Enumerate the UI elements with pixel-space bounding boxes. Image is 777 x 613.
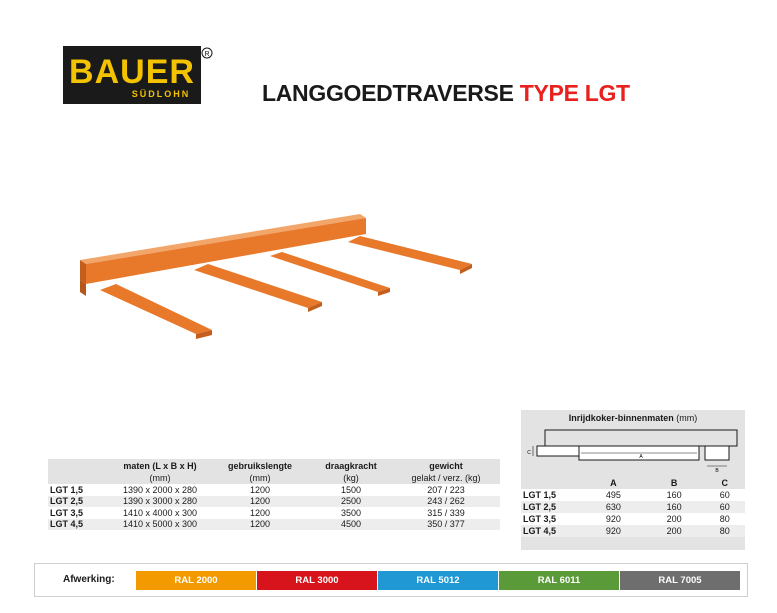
unit-gebruikslengte: (mm): [210, 472, 310, 484]
cell-gewicht: 243 / 262: [392, 496, 500, 508]
row-model: LGT 1,5: [50, 484, 84, 495]
row-model: LGT 4,5: [521, 525, 583, 537]
spec-unit-row: [48, 472, 500, 484]
product-image: [60, 200, 500, 350]
finish-ral-3000[interactable]: [257, 571, 377, 590]
finish-label: Afwerking:: [63, 574, 115, 585]
finish-ral-7005-label: RAL 7005: [658, 575, 702, 586]
cell-lengte: 1200: [249, 484, 271, 495]
cell-b: 200: [644, 513, 705, 525]
cell-lengte: 1200: [249, 507, 271, 518]
svg-text:R: R: [204, 51, 210, 58]
cell-lengte: 1200: [210, 519, 310, 531]
cell-maten: 1410 x 4000 x 300: [122, 507, 198, 518]
caption-title: Inrijdkoker-binnenmaten: [568, 413, 674, 423]
row-model: LGT 1,5: [521, 489, 583, 501]
unit-draagkracht: (kg): [310, 472, 392, 484]
cross-section-diagram: [521, 424, 745, 476]
title-type: TYPE LGT: [519, 80, 630, 106]
title-main: LANGGOEDTRAVERSE: [262, 80, 514, 106]
row-model: LGT 3,5: [521, 513, 583, 525]
unit-maten: (mm): [110, 472, 210, 484]
cell-maten: 1390 x 3000 x 280: [110, 496, 210, 508]
table-row: [48, 496, 500, 508]
finish-ral-3000-label: RAL 3000: [295, 575, 339, 586]
header-gebruikslengte: gebruikslengte: [210, 459, 310, 472]
header-maten: maten (L x B x H): [110, 459, 210, 472]
finish-ral-5012-label: RAL 5012: [416, 575, 460, 586]
header-draagkracht: draagkracht: [310, 459, 392, 472]
spec-table: [48, 459, 500, 530]
cell-c: 80: [705, 525, 746, 537]
cell-b: 200: [644, 525, 705, 537]
table-row: [521, 489, 745, 501]
cell-b: 160: [644, 501, 705, 513]
finish-ral-2000-label: RAL 2000: [174, 575, 218, 586]
cell-gewicht: 315 / 339: [427, 507, 465, 518]
cell-gewicht: 207 / 223: [427, 484, 465, 495]
svg-text:SÜDLOHN: SÜDLOHN: [131, 89, 191, 99]
cell-c: 60: [705, 489, 746, 501]
header-a: A: [583, 477, 644, 489]
page-title: [262, 80, 630, 107]
finish-ral-5012[interactable]: [378, 571, 498, 590]
dim-label-b: B: [715, 468, 719, 474]
cell-maten: 1390 x 2000 x 280: [122, 484, 198, 495]
dim-label-a: A: [639, 454, 643, 460]
cell-c: 80: [705, 513, 746, 525]
cell-a: 920: [583, 513, 644, 525]
finish-ral-2000[interactable]: [136, 571, 256, 590]
table-row: [48, 484, 500, 496]
bauer-logo: [63, 46, 213, 104]
svg-text:BAUER: BAUER: [69, 53, 195, 91]
header-gewicht: gewicht: [392, 459, 500, 472]
inrijdkoker-table: [521, 477, 745, 537]
cell-c: 60: [705, 501, 746, 513]
cell-a: 920: [583, 525, 644, 537]
cell-maten: 1410 x 5000 x 300: [110, 519, 210, 531]
finish-ral-6011[interactable]: [499, 571, 619, 590]
table-row: [521, 501, 745, 513]
header-c: C: [705, 477, 746, 489]
cell-a: 495: [583, 489, 644, 501]
inrijdkoker-caption: [521, 413, 745, 423]
caption-unit: (mm): [676, 413, 698, 423]
cell-b: 160: [644, 489, 705, 501]
cell-a: 630: [583, 501, 644, 513]
cell-kracht: 1500: [340, 484, 362, 495]
table-row: [48, 507, 500, 519]
cell-kracht: 3500: [340, 507, 362, 518]
cell-kracht: 4500: [310, 519, 392, 531]
row-model: LGT 4,5: [48, 519, 110, 531]
row-model: LGT 2,5: [521, 501, 583, 513]
table-row: [48, 519, 500, 531]
finish-ral-7005[interactable]: [620, 571, 740, 590]
dim-label-c: C: [527, 450, 531, 456]
table-row: [521, 513, 745, 525]
finish-bar: [34, 563, 748, 597]
header-b: B: [644, 477, 705, 489]
table-row: [521, 525, 745, 537]
finish-ral-6011-label: RAL 6011: [537, 575, 581, 586]
unit-gewicht: gelakt / verz. (kg): [392, 472, 500, 484]
cell-gewicht: 350 / 377: [392, 519, 500, 531]
cell-kracht: 2500: [310, 496, 392, 508]
cell-lengte: 1200: [210, 496, 310, 508]
row-model: LGT 3,5: [50, 507, 84, 518]
side-header-row: [521, 477, 745, 489]
row-model: LGT 2,5: [48, 496, 110, 508]
spec-header-row: [48, 459, 500, 472]
